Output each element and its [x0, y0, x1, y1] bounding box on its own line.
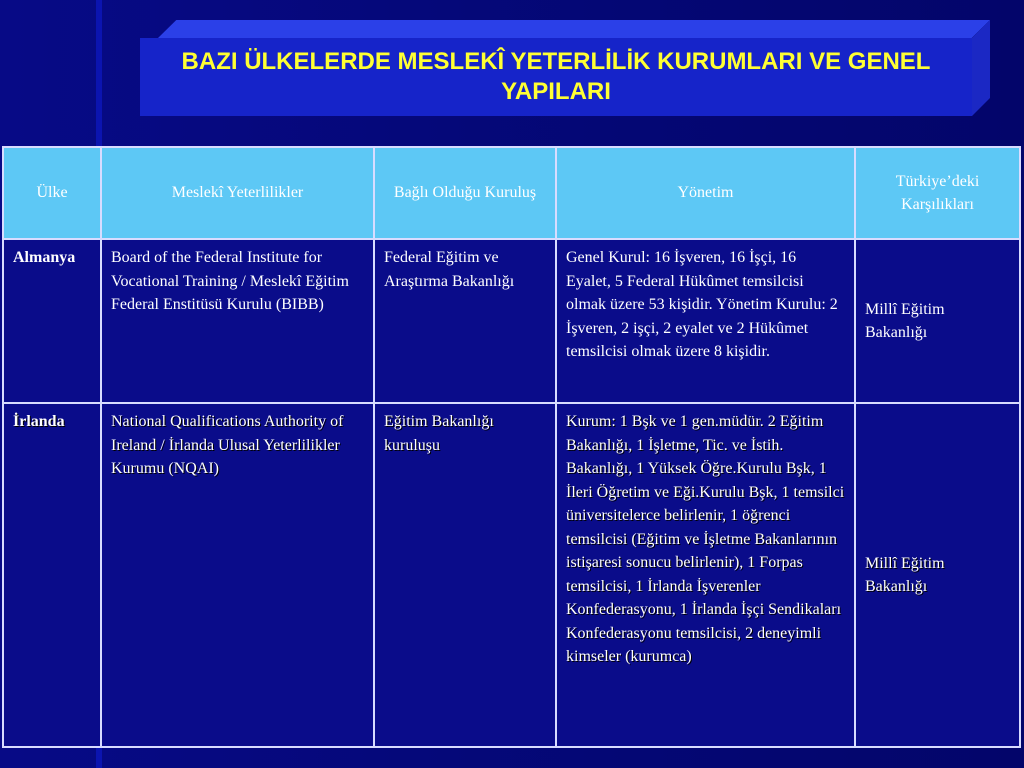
header-qualifications: Meslekî Yeterlilikler	[101, 147, 374, 239]
institutions-table-wrapper	[2, 146, 1019, 748]
cell-qualifications: Board of the Federal Institute for Vocational Training / Meslekî Eğitim Federal Enstitüsü Kurulu (BIBB)	[101, 239, 374, 403]
slide-title: BAZI ÜLKELERDE MESLEKÎ YETERLİLİK KURUMLARI VE GENEL YAPILARI	[181, 48, 931, 105]
header-country: Ülke	[3, 147, 101, 239]
header-affiliation: Bağlı Olduğu Kuruluş	[374, 147, 556, 239]
cell-turkey-equivalent: Millî Eğitim Bakanlığı	[855, 403, 1020, 747]
header-turkey-equivalent: Türkiye’deki Karşılıkları	[855, 147, 1020, 239]
cell-management: Kurum: 1 Bşk ve 1 gen.müdür. 2 Eğitim Bakanlığı, 1 İşletme, Tic. ve İstih. Bakanlığı, 1 Yüksek Öğre.Kurulu Bşk, 1 İleri Öğretim ve Eği.Kurulu Bşk, 1 temsilci üniversitelerce belirlenir, 1 öğrenci temsilcisi (Eğitim ve İşletme Bakanlarının istişaresi sonucu belirlenir), 1 Forpas temsilcisi, 1 İrlanda İşverenler Konfederasyonu, 1 İrlanda İşçi Sendikaları Konfederasyonu temsilcisi, 2 deneyimli kimseler (kurumca)	[556, 403, 855, 747]
title-box-face	[140, 38, 972, 116]
table-header-row	[3, 147, 1020, 239]
cell-qualifications: National Qualifications Authority of Ireland / İrlanda Ulusal Yeterlilikler Kurumu (NQAI)	[101, 403, 374, 747]
cell-country: Almanya	[3, 239, 101, 403]
cell-country: İrlanda	[3, 403, 101, 747]
cell-turkey-equivalent: Millî Eğitim Bakanlığı	[855, 239, 1020, 403]
cell-affiliation: Eğitim Bakanlığı kuruluşu	[374, 403, 556, 747]
table-row	[3, 403, 1020, 747]
cell-management: Genel Kurul: 16 İşveren, 16 İşçi, 16 Eyalet, 5 Federal Hükûmet temsilcisi olmak üzere 53 kişidir. Yönetim Kurulu: 2 İşveren, 2 işçi, 2 eyalet ve 2 Hükûmet temsilcisi olmak üzere 8 kişidir.	[556, 239, 855, 403]
table-row	[3, 239, 1020, 403]
cell-affiliation: Federal Eğitim ve Araştırma Bakanlığı	[374, 239, 556, 403]
header-management: Yönetim	[556, 147, 855, 239]
institutions-table	[2, 146, 1021, 748]
title-box-top-bevel	[158, 20, 990, 38]
title-box	[140, 20, 972, 116]
